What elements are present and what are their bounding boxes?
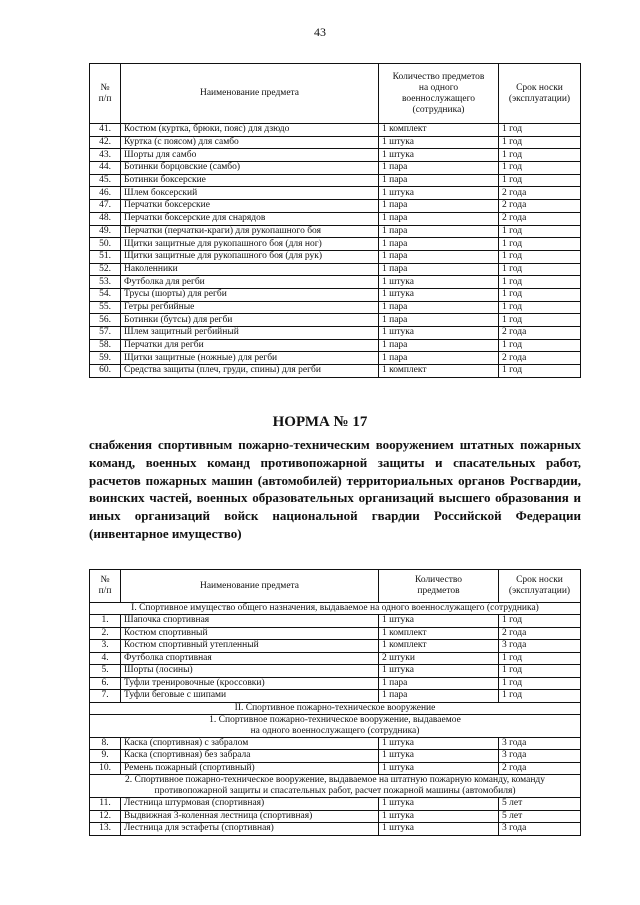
- row-number: 3.: [90, 640, 121, 653]
- row-number: 12.: [90, 810, 121, 823]
- norm-17-table: [89, 569, 581, 836]
- item-quantity: 1 штука: [379, 810, 499, 823]
- table-row: [90, 301, 581, 314]
- table-row: [90, 677, 581, 690]
- row-number: 41.: [90, 124, 121, 137]
- item-name: Ремень пожарный (спортивный): [121, 762, 379, 775]
- item-quantity: 1 пара: [379, 238, 499, 251]
- header-name: Наименование предмета: [121, 570, 379, 603]
- item-term: 2 года: [499, 187, 581, 200]
- item-quantity: 1 штука: [379, 149, 499, 162]
- table-row: [90, 737, 581, 750]
- item-quantity: 1 комплект: [379, 627, 499, 640]
- item-term: 2 года: [499, 200, 581, 213]
- item-term: 2 года: [499, 212, 581, 225]
- item-quantity: 1 пара: [379, 212, 499, 225]
- item-name: Ботинки боксерские: [121, 174, 379, 187]
- item-name: Трусы (шорты) для регби: [121, 288, 379, 301]
- item-name: Щитки защитные (ножные) для регби: [121, 352, 379, 365]
- table-row: [90, 798, 581, 811]
- item-quantity: 1 штука: [379, 615, 499, 628]
- table-row: [90, 627, 581, 640]
- table-row: [90, 762, 581, 775]
- header-num: № п/п: [90, 64, 121, 124]
- row-number: 10.: [90, 762, 121, 775]
- item-term: 1 год: [499, 339, 581, 352]
- item-term: 1 год: [499, 652, 581, 665]
- item-quantity: 1 штука: [379, 750, 499, 763]
- norm-table-continued: [89, 63, 581, 378]
- item-quantity: 1 штука: [379, 136, 499, 149]
- item-term: 1 год: [499, 365, 581, 378]
- header-num: № п/п: [90, 570, 121, 603]
- row-number: 50.: [90, 238, 121, 251]
- item-term: 2 года: [499, 627, 581, 640]
- table-row: [90, 615, 581, 628]
- header-name: Наименование предмета: [121, 64, 379, 124]
- table-header-row: [90, 570, 581, 603]
- table-row: [90, 276, 581, 289]
- item-quantity: 1 пара: [379, 162, 499, 175]
- item-term: 3 года: [499, 737, 581, 750]
- item-term: 1 год: [499, 276, 581, 289]
- row-number: 54.: [90, 288, 121, 301]
- item-quantity: 1 пара: [379, 263, 499, 276]
- item-term: 1 год: [499, 225, 581, 238]
- row-number: 53.: [90, 276, 121, 289]
- item-term: 1 год: [499, 238, 581, 251]
- section-2-2-title: 2. Спортивное пожарно-техническое вооружение, выдаваемое на штатную пожарную команду, команду противопожарной защиты и спасательных работ, расчет пожарной машины (автомобиля): [90, 775, 581, 798]
- row-number: 2.: [90, 627, 121, 640]
- table-row: [90, 174, 581, 187]
- item-quantity: 1 штука: [379, 187, 499, 200]
- item-quantity: 1 комплект: [379, 640, 499, 653]
- row-number: 1.: [90, 615, 121, 628]
- row-number: 56.: [90, 314, 121, 327]
- section-row: [90, 714, 581, 737]
- header-term: Срок носки (эксплуатации): [499, 64, 581, 124]
- table-row: [90, 690, 581, 703]
- item-name: Лестница штурмовая (спортивная): [121, 798, 379, 811]
- row-number: 46.: [90, 187, 121, 200]
- item-quantity: 1 пара: [379, 200, 499, 213]
- item-quantity: 1 комплект: [379, 124, 499, 137]
- table-row: [90, 665, 581, 678]
- header-term: Срок носки (эксплуатации): [499, 570, 581, 603]
- norm-title: НОРМА № 17: [272, 414, 368, 430]
- item-quantity: 1 штука: [379, 737, 499, 750]
- item-name: Лестница для эстафеты (спортивная): [121, 823, 379, 836]
- table-row: [90, 250, 581, 263]
- table-row: [90, 187, 581, 200]
- table-row: [90, 823, 581, 836]
- item-term: 1 год: [499, 136, 581, 149]
- row-number: 8.: [90, 737, 121, 750]
- item-term: 1 год: [499, 174, 581, 187]
- section-1-title: I. Спортивное имущество общего назначения, выдаваемое на одного военнослужащего (сотрудника): [90, 603, 581, 615]
- item-name: Перчатки боксерские: [121, 200, 379, 213]
- row-number: 57.: [90, 327, 121, 340]
- item-name: Перчатки боксерские для снарядов: [121, 212, 379, 225]
- item-quantity: 1 штука: [379, 762, 499, 775]
- item-term: 1 год: [499, 615, 581, 628]
- item-term: 1 год: [499, 124, 581, 137]
- table-row: [90, 352, 581, 365]
- item-term: 5 лет: [499, 810, 581, 823]
- table-row: [90, 339, 581, 352]
- row-number: 45.: [90, 174, 121, 187]
- item-name: Перчатки для регби: [121, 339, 379, 352]
- section-row: [90, 702, 581, 714]
- item-term: 1 год: [499, 162, 581, 175]
- item-term: 1 год: [499, 288, 581, 301]
- item-name: Футболка спортивная: [121, 652, 379, 665]
- item-name: Костюм спортивный: [121, 627, 379, 640]
- item-name: Каска (спортивная) с забралом: [121, 737, 379, 750]
- row-number: 6.: [90, 677, 121, 690]
- item-term: 1 год: [499, 263, 581, 276]
- item-quantity: 1 пара: [379, 690, 499, 703]
- item-name: Щитки защитные для рукопашного боя (для рук): [121, 250, 379, 263]
- item-name: Костюм спортивный утепленный: [121, 640, 379, 653]
- item-quantity: 1 штука: [379, 288, 499, 301]
- row-number: 47.: [90, 200, 121, 213]
- item-term: 1 год: [499, 250, 581, 263]
- item-name: Наколенники: [121, 263, 379, 276]
- table-row: [90, 212, 581, 225]
- row-number: 52.: [90, 263, 121, 276]
- item-term: 1 год: [499, 690, 581, 703]
- table-row: [90, 314, 581, 327]
- item-term: 3 года: [499, 823, 581, 836]
- item-term: 1 год: [499, 149, 581, 162]
- table-row: [90, 149, 581, 162]
- table-row: [90, 136, 581, 149]
- row-number: 49.: [90, 225, 121, 238]
- section-2-1-title: 1. Спортивное пожарно-техническое вооружение, выдаваемое на одного военнослужащего (сотрудника): [90, 714, 581, 737]
- table-row: [90, 810, 581, 823]
- table-row: [90, 327, 581, 340]
- norm-subtitle: снабжения спортивным пожарно-техническим вооружением штатных пожарных команд, военных команд противопожарной защиты и спасательных работ, расчетов пожарных машин (автомобилей) территориальных органов Росгвардии, воинских частей, военных образовательных организаций высшего образования и иных организаций войск национальной гвардии Российской Федерации (инвентарное имущество): [89, 437, 581, 541]
- section-2-title: II. Спортивное пожарно-техническое вооружение: [90, 702, 581, 714]
- row-number: 44.: [90, 162, 121, 175]
- item-name: Каска (спортивная) без забрала: [121, 750, 379, 763]
- table-row: [90, 365, 581, 378]
- row-number: 55.: [90, 301, 121, 314]
- item-quantity: 1 пара: [379, 250, 499, 263]
- item-quantity: 1 пара: [379, 225, 499, 238]
- page-number: 43: [314, 25, 326, 39]
- section-row: [90, 603, 581, 615]
- item-name: Туфли беговые с шипами: [121, 690, 379, 703]
- row-number: 42.: [90, 136, 121, 149]
- item-term: 1 год: [499, 677, 581, 690]
- row-number: 13.: [90, 823, 121, 836]
- item-name: Шлем защитный регбийный: [121, 327, 379, 340]
- row-number: 59.: [90, 352, 121, 365]
- item-name: Куртка (с поясом) для самбо: [121, 136, 379, 149]
- item-quantity: 1 пара: [379, 339, 499, 352]
- item-quantity: 2 штуки: [379, 652, 499, 665]
- table-row: [90, 288, 581, 301]
- section-row: [90, 775, 581, 798]
- item-name: Футболка для регби: [121, 276, 379, 289]
- item-quantity: 1 штука: [379, 327, 499, 340]
- item-name: Средства защиты (плеч, груди, спины) для регби: [121, 365, 379, 378]
- item-term: 1 год: [499, 314, 581, 327]
- item-quantity: 1 штука: [379, 823, 499, 836]
- table-row: [90, 162, 581, 175]
- table-row: [90, 225, 581, 238]
- row-number: 5.: [90, 665, 121, 678]
- item-quantity: 1 пара: [379, 174, 499, 187]
- item-name: Выдвижная 3-коленная лестница (спортивная): [121, 810, 379, 823]
- item-quantity: 1 пара: [379, 677, 499, 690]
- table-row: [90, 652, 581, 665]
- row-number: 7.: [90, 690, 121, 703]
- item-name: Шапочка спортивная: [121, 615, 379, 628]
- table-header-row: [90, 64, 581, 124]
- item-term: 2 года: [499, 762, 581, 775]
- row-number: 58.: [90, 339, 121, 352]
- item-name: Туфли тренировочные (кроссовки): [121, 677, 379, 690]
- row-number: 51.: [90, 250, 121, 263]
- item-term: 1 год: [499, 665, 581, 678]
- row-number: 43.: [90, 149, 121, 162]
- row-number: 60.: [90, 365, 121, 378]
- table-row: [90, 238, 581, 251]
- item-name: Костюм (куртка, брюки, пояс) для дзюдо: [121, 124, 379, 137]
- item-name: Гетры регбийные: [121, 301, 379, 314]
- item-name: Шорты (лосины): [121, 665, 379, 678]
- header-qty: Количество предметов на одного военнослужащего (сотрудника): [379, 64, 499, 124]
- item-name: Щитки защитные для рукопашного боя (для ног): [121, 238, 379, 251]
- item-term: 2 года: [499, 352, 581, 365]
- table-row: [90, 750, 581, 763]
- item-name: Шорты для самбо: [121, 149, 379, 162]
- item-name: Перчатки (перчатки-краги) для рукопашного боя: [121, 225, 379, 238]
- row-number: 48.: [90, 212, 121, 225]
- table-row: [90, 640, 581, 653]
- row-number: 11.: [90, 798, 121, 811]
- item-quantity: 1 комплект: [379, 365, 499, 378]
- row-number: 9.: [90, 750, 121, 763]
- table-row: [90, 263, 581, 276]
- item-name: Ботинки (бутсы) для регби: [121, 314, 379, 327]
- item-quantity: 1 пара: [379, 314, 499, 327]
- item-name: Шлем боксерский: [121, 187, 379, 200]
- header-qty: Количество предметов: [379, 570, 499, 603]
- item-term: 1 год: [499, 301, 581, 314]
- row-number: 4.: [90, 652, 121, 665]
- item-term: 2 года: [499, 327, 581, 340]
- item-term: 5 лет: [499, 798, 581, 811]
- item-name: Ботинки борцовские (самбо): [121, 162, 379, 175]
- item-quantity: 1 штука: [379, 665, 499, 678]
- item-quantity: 1 пара: [379, 301, 499, 314]
- item-term: 3 года: [499, 750, 581, 763]
- item-quantity: 1 штука: [379, 276, 499, 289]
- table-row: [90, 200, 581, 213]
- item-quantity: 1 штука: [379, 798, 499, 811]
- table-row: [90, 124, 581, 137]
- item-quantity: 1 пара: [379, 352, 499, 365]
- item-term: 3 года: [499, 640, 581, 653]
